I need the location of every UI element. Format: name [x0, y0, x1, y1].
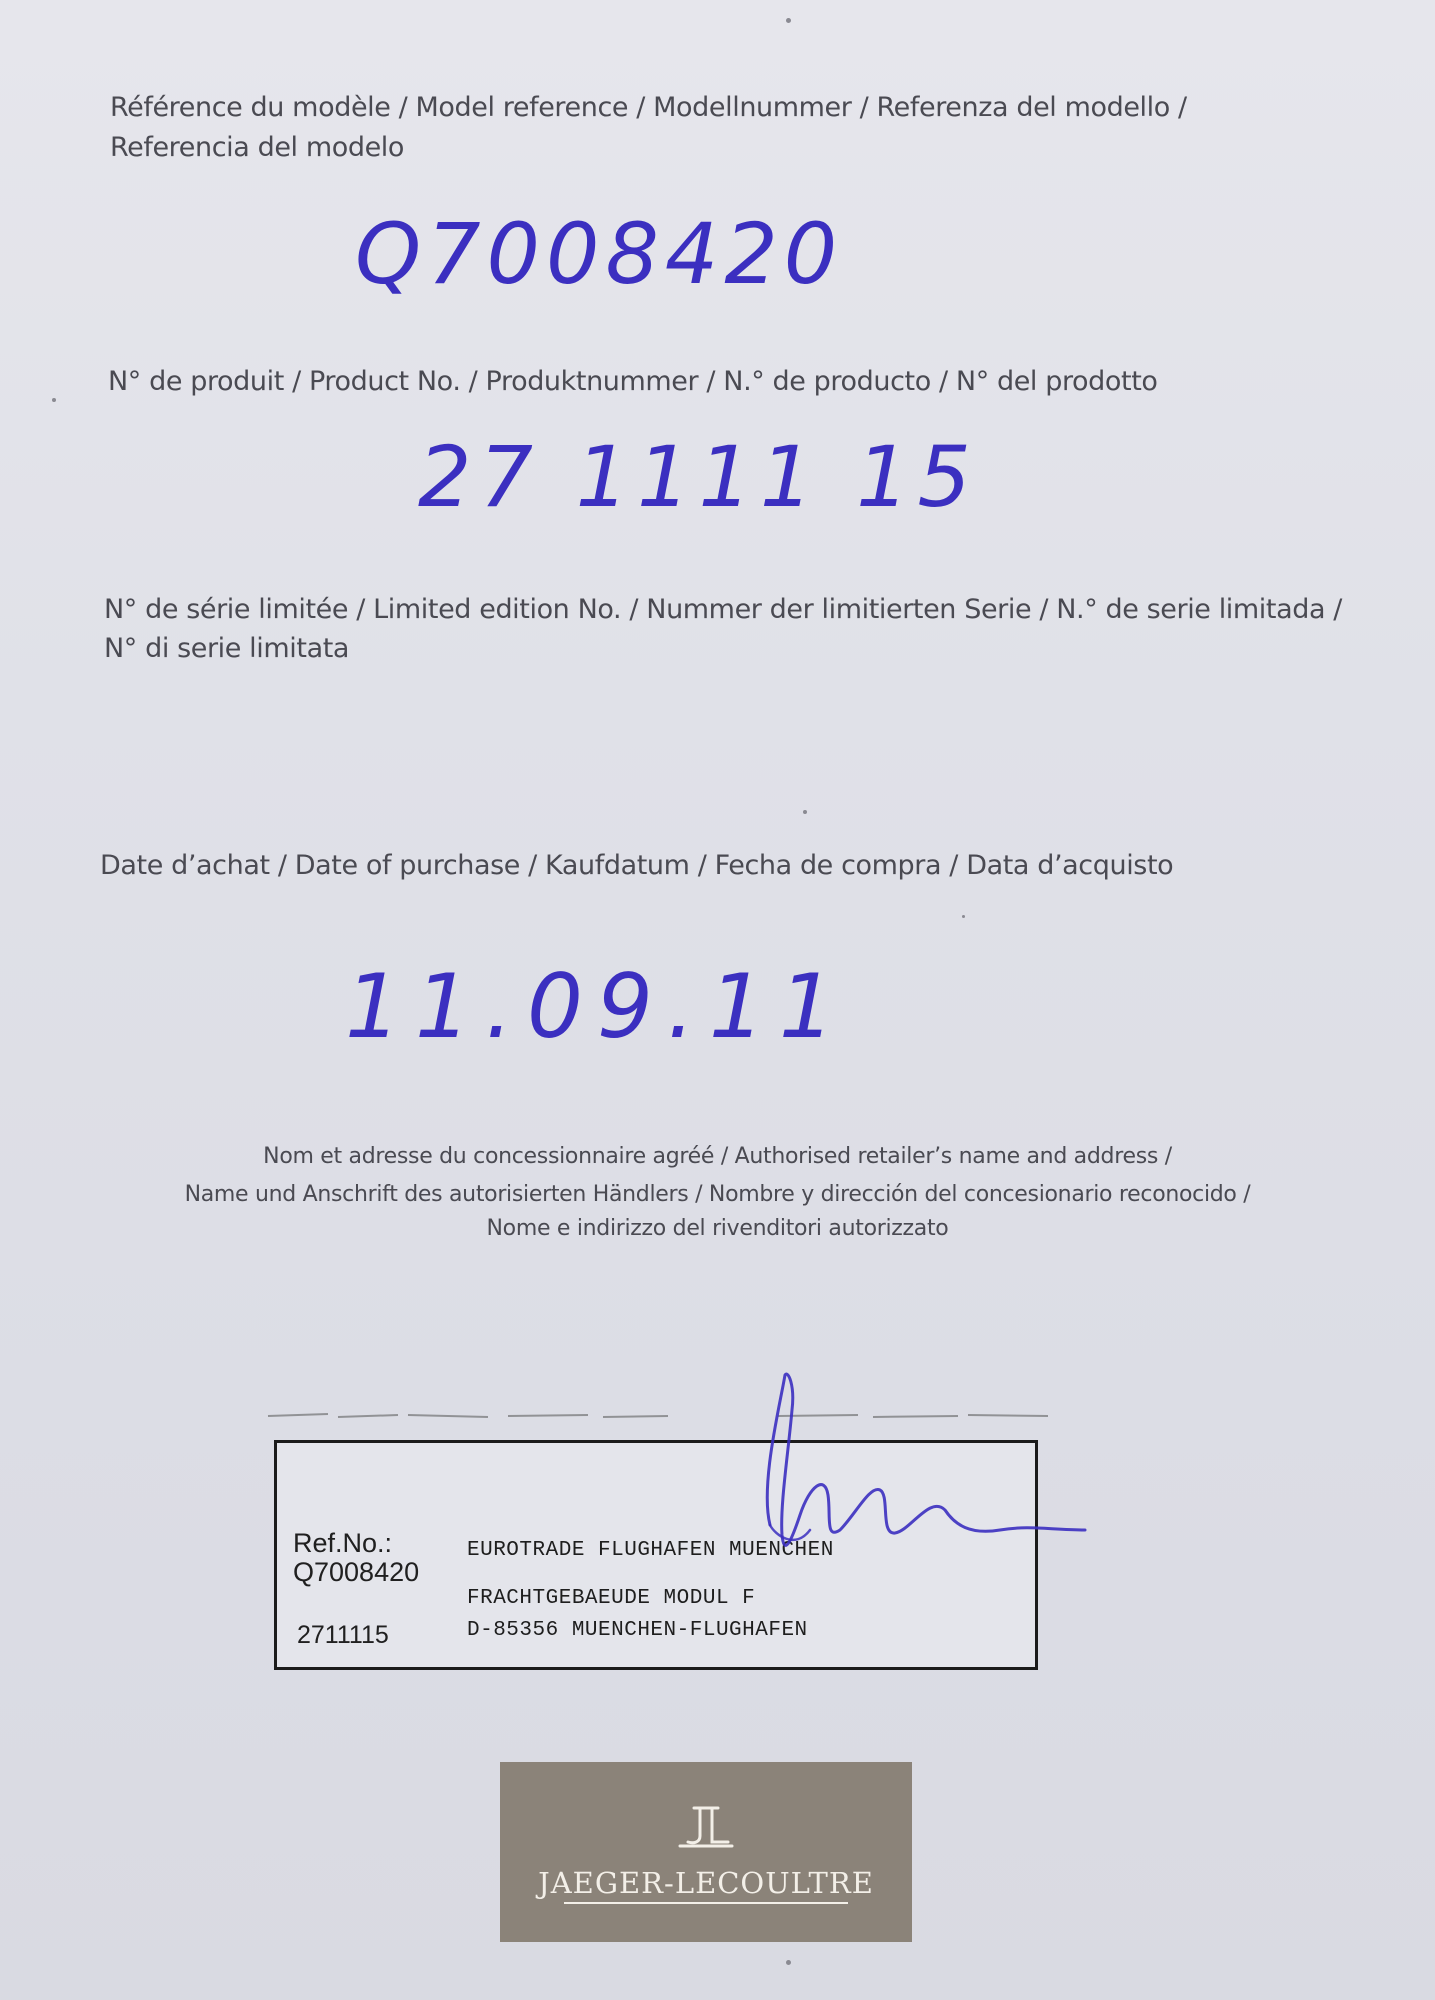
paper-speck [803, 810, 807, 814]
retailer-label-line3: Nome e indirizzo del rivenditori autorizzato [486, 1216, 949, 1241]
paper-speck [962, 915, 965, 918]
stamp-retailer-city: D-85356 MUENCHEN-FLUGHAFEN [467, 1619, 808, 1642]
stamp-retailer-street: FRACHTGEBAEUDE MODUL F [467, 1587, 756, 1610]
paper-speck [786, 18, 791, 23]
stamp-retailer-name: EUROTRADE FLUGHAFEN MUENCHEN [467, 1539, 834, 1562]
handwritten-purchase-date: 11.09.11 [345, 955, 849, 1058]
brand-underline [564, 1902, 848, 1904]
stamp-ref-value: Q7008420 [293, 1557, 420, 1587]
handwritten-product-no: 27 1111 15 [418, 428, 979, 526]
brand-name: JAEGER-LECOULTRE [538, 1866, 874, 1900]
brand-logo-panel [500, 1762, 912, 1942]
paper-speck [52, 398, 56, 402]
model-reference-label-line1: Référence du modèle / Model reference / Modellnummer / Referenza del modello / [110, 92, 1187, 123]
brand-wordmark [500, 1866, 912, 1900]
paper-speck [786, 1960, 791, 1965]
product-no-label: N° de produit / Product No. / Produktnummer / N.° de producto / N° del prodotto [108, 366, 1158, 397]
handwritten-signature [700, 1365, 1160, 1595]
stamp-ref-label: Ref.No.: [293, 1528, 393, 1558]
jl-monogram-icon [666, 1802, 746, 1852]
handwritten-model-reference: Q7008420 [355, 205, 844, 303]
purchase-date-label: Date d’achat / Date of purchase / Kaufdatum / Fecha de compra / Data d’acquisto [100, 850, 1174, 881]
model-reference-label-line2: Referencia del modelo [110, 132, 405, 163]
retailer-label-line1: Nom et adresse du concessionnaire agréé / Authorised retailer’s name and address / [263, 1144, 1172, 1169]
limited-edition-label-line1: N° de série limitée / Limited edition No. / Nummer der limitierten Serie / N.° de serie limitada / [104, 594, 1343, 625]
retailer-label-line2: Name und Anschrift des autorisierten Händlers / Nombre y dirección del concesionario reconocido / [184, 1182, 1251, 1207]
stamp-product-value: 2711115 [297, 1621, 389, 1649]
limited-edition-label-line2: N° di serie limitata [104, 633, 350, 664]
